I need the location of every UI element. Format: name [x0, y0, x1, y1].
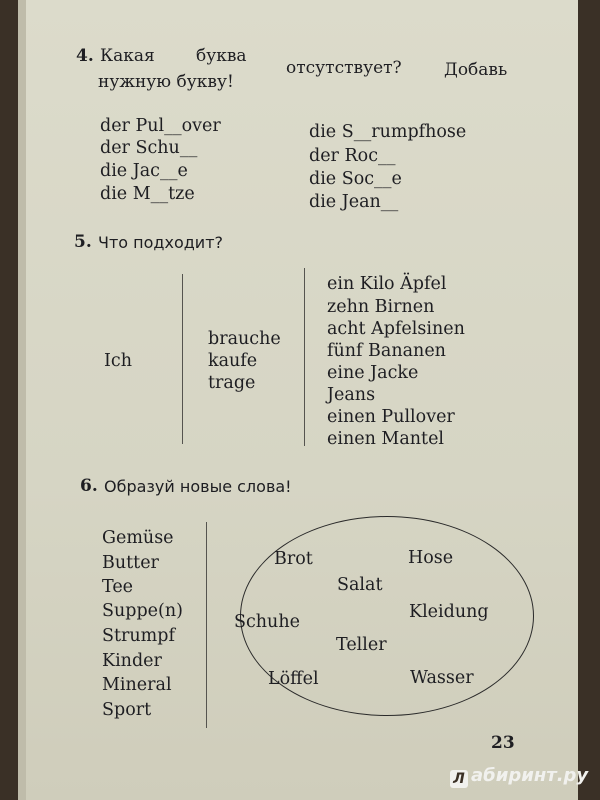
- ex5-object: eine Jacke: [327, 363, 419, 383]
- circle-word: Brot: [274, 549, 313, 569]
- exercise-4-heading-word: отсутствует?: [286, 58, 402, 78]
- exercise-4-heading-word: буква: [196, 46, 247, 66]
- ex6-left-word: Butter: [102, 553, 159, 573]
- ex5-verb: trage: [208, 373, 256, 393]
- ex4-left-word: der Schu__: [100, 138, 198, 158]
- ex4-right-word: der Roc__: [309, 146, 396, 166]
- circle-word: Teller: [336, 635, 387, 655]
- exercise-5-number: 5.: [74, 232, 92, 252]
- ex6-left-word: Gemüse: [102, 528, 174, 548]
- ex5-verb: brauche: [208, 329, 281, 349]
- ex5-object: Jeans: [327, 385, 376, 405]
- exercise-6-number: 6.: [80, 476, 98, 496]
- labirint-watermark: [450, 765, 588, 788]
- ex5-object: einen Pullover: [327, 407, 455, 427]
- ex6-left-word: Kinder: [102, 651, 162, 671]
- exercise-6-heading: Образуй новые слова!: [104, 477, 292, 496]
- exercise-4-heading-word: Добавь: [444, 60, 508, 80]
- ex4-right-word: die Soc__e: [309, 169, 402, 189]
- ex4-left-word: die M__tze: [100, 184, 195, 204]
- exercise-4-number: 4.: [76, 46, 94, 66]
- ex5-column-divider: [182, 274, 183, 444]
- circle-word: Schuhe: [234, 612, 300, 632]
- exercise-4-heading-line2: нужную букву!: [98, 72, 234, 92]
- circle-word: Löffel: [268, 669, 319, 689]
- page-number: 23: [491, 733, 515, 753]
- circle-word: Hose: [408, 548, 454, 568]
- ex5-object: zehn Birnen: [327, 297, 435, 317]
- ex6-left-word: Sport: [102, 700, 152, 720]
- circle-word: Salat: [337, 575, 383, 595]
- ex6-left-word: Strumpf: [102, 626, 175, 646]
- labirint-logo-icon: Л: [450, 770, 468, 788]
- ex4-right-word: die Jean__: [309, 192, 399, 212]
- exercise-5-heading: Что подходит?: [98, 233, 224, 252]
- ex6-left-word: Tee: [102, 577, 134, 597]
- textbook-page: [18, 0, 578, 800]
- ex6-column-divider: [206, 522, 207, 728]
- watermark-text: абиринт.ру: [471, 765, 589, 786]
- ex5-subject: Ich: [104, 351, 132, 371]
- page-edge: [18, 0, 26, 800]
- ex5-object: acht Apfelsinen: [327, 319, 465, 339]
- ex6-left-word: Suppe(n): [102, 601, 183, 621]
- ex5-object: einen Mantel: [327, 429, 445, 449]
- ex6-left-word: Mineral: [102, 675, 172, 695]
- circle-word: Wasser: [410, 668, 474, 688]
- ex4-right-word: die S__rumpfhose: [309, 122, 467, 142]
- circle-word: Kleidung: [409, 602, 489, 622]
- exercise-4-heading-word: Какая: [100, 46, 155, 66]
- ex5-object: ein Kilo Äpfel: [327, 274, 447, 294]
- ex4-left-word: der Pul__over: [100, 116, 221, 136]
- ex4-left-word: die Jac__e: [100, 161, 188, 181]
- ex5-verb: kaufe: [208, 351, 258, 371]
- ex5-object: fünf Bananen: [327, 341, 446, 361]
- ex5-column-divider: [304, 268, 305, 446]
